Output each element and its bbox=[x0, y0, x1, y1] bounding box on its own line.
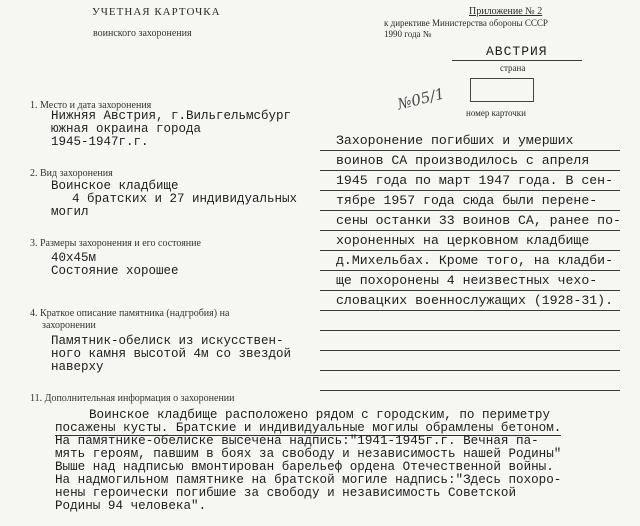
bottom-line-7: нены героически погибшие за свободу и независимость Советской bbox=[55, 486, 517, 500]
section-4-line-1: Памятник-обелиск из искусствен- bbox=[51, 334, 284, 348]
right-line-7: д.Михельбах. Кроме того, на кладби- bbox=[336, 253, 613, 268]
section-1-line-1: Нижняя Австрия, г.Вильгельмсбург bbox=[51, 109, 292, 123]
appendix-label: Приложение № 2 bbox=[469, 6, 543, 17]
bottom-line-8: Родины 94 человека". bbox=[55, 499, 207, 513]
section-4-label-line-1: 4. Краткое описание памятника (надгробия) на bbox=[30, 308, 230, 319]
card-number-box bbox=[470, 78, 534, 102]
right-line-5: сены останки 33 воинов СА, ранее по- bbox=[336, 213, 621, 228]
right-line-8: ще похоронены 4 неизвестных чехо- bbox=[336, 273, 598, 288]
section-11-label: 11. Дополнительная информация о захоронении bbox=[30, 393, 235, 404]
section-3-line-2: Состояние хорошее bbox=[51, 264, 179, 278]
rule bbox=[320, 390, 620, 391]
right-line-3: 1945 года по март 1947 года. В сен- bbox=[336, 173, 613, 188]
section-1-label: 1. Место и дата захоронения bbox=[30, 100, 152, 111]
section-1-line-2: южная окраина города bbox=[51, 122, 202, 136]
right-line-4: тябре 1957 года сюда были перене- bbox=[336, 193, 598, 208]
rule bbox=[320, 350, 620, 351]
country-rule bbox=[452, 60, 582, 61]
rule bbox=[320, 370, 620, 371]
bottom-line-2: посажены кусты. Братские и индивидуальные могилы обрамлены бетоном. bbox=[55, 421, 562, 435]
section-4-line-2: ного камня высотой 4м со звездой bbox=[51, 347, 292, 361]
section-3-label: 3. Размеры захоронения и его состояние bbox=[30, 238, 201, 249]
right-line-9: словацких военнослужащих (1928-31). bbox=[336, 293, 613, 308]
card-subtitle: воинского захоронения bbox=[93, 28, 192, 39]
section-2-label: 2. Вид захоронения bbox=[30, 168, 113, 179]
section-1-line-3: 1945-1947г.г. bbox=[51, 135, 149, 149]
bottom-line-6: На надмогильном памятнике на братской могиле надпись:"Здесь похоро- bbox=[55, 473, 562, 487]
handwritten-note: №05/1 bbox=[395, 84, 447, 114]
country-label: страна bbox=[500, 63, 526, 73]
directive-line-1: к директиве Министерства обороны СССР bbox=[384, 18, 548, 28]
bottom-line-5: Выше над надписью вмонтирован барельеф ордена Отечественной войны. bbox=[55, 460, 554, 474]
section-2-line-2: 4 братских и 27 индивидуальных bbox=[72, 192, 298, 206]
right-line-6: хороненных на церковном кладбище bbox=[336, 233, 590, 248]
section-4-line-3: наверху bbox=[51, 360, 104, 374]
section-3-line-1: 40х45м bbox=[51, 251, 97, 265]
section-2-line-3: могил bbox=[51, 205, 89, 219]
right-line-1: Захоронение погибших и умерших bbox=[336, 133, 574, 148]
right-line-2: воинов СА производилось с апреля bbox=[336, 153, 590, 168]
bottom-line-3: На памятнике-обелиске высечена надпись:"1941-1945г.г. Вечная па- bbox=[55, 434, 539, 448]
bottom-line-4: мять героям, павшим в боях за свободу и независимость нашей Родины" bbox=[55, 447, 562, 461]
bottom-line-1: Воинское кладбище расположено рядом с городским, по периметру bbox=[89, 408, 551, 422]
card-number-label: номер карточки bbox=[466, 108, 526, 118]
rule bbox=[320, 330, 620, 331]
card-title: УЧЕТНАЯ КАРТОЧКА bbox=[92, 6, 221, 18]
country-value: АВСТРИЯ bbox=[486, 44, 548, 59]
directive-line-2: 1990 года № bbox=[384, 29, 432, 39]
section-4-label-line-2: захоронении bbox=[42, 320, 96, 331]
section-2-line-1: Воинское кладбище bbox=[51, 179, 179, 193]
